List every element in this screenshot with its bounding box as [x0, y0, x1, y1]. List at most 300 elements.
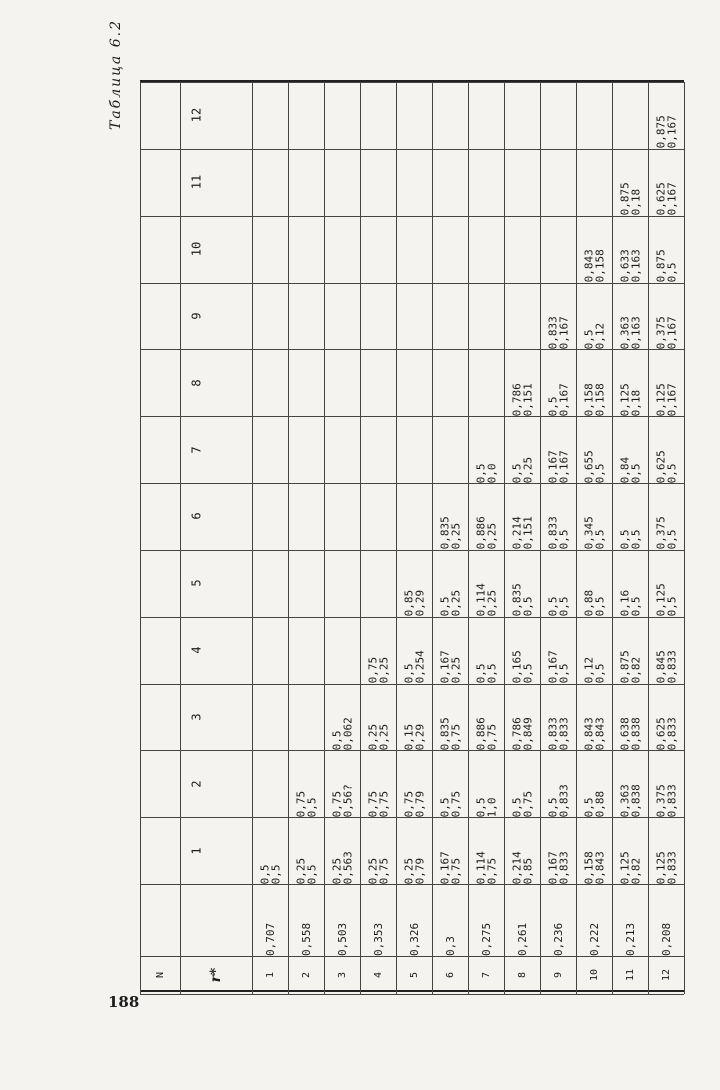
- cell-value: 0,158: [581, 383, 595, 417]
- rstar-value: [504, 884, 540, 956]
- table-cell: [468, 617, 504, 684]
- cell-value: 8: [188, 379, 203, 387]
- table-cell: [612, 683, 648, 750]
- table-cell: [648, 282, 684, 349]
- cell-value: 3: [336, 971, 348, 979]
- cell-value: 11: [188, 175, 203, 190]
- cell-value: 7: [188, 445, 203, 454]
- cell-value: 0,5: [581, 329, 595, 350]
- table-cell: [612, 617, 648, 684]
- table-cell: [540, 282, 576, 349]
- rstar-value: [468, 884, 504, 956]
- cell-value: 0,82: [628, 656, 642, 684]
- header-n: [140, 956, 180, 994]
- table-cell: [468, 683, 504, 750]
- rstar-value: [288, 884, 324, 956]
- table-cell: [648, 416, 684, 483]
- table-cell: [432, 550, 468, 617]
- cell-value: 0,345: [581, 516, 595, 550]
- cell-value: 0,75: [448, 790, 462, 818]
- cell-value: 12: [660, 968, 672, 982]
- rstar-value: [540, 884, 576, 956]
- cell-value: 0,25: [448, 590, 462, 617]
- cell-value: 0,838: [628, 784, 642, 818]
- cell-value: 0,833: [556, 784, 570, 818]
- table-cell: [648, 216, 684, 283]
- cell-value: 0,062: [340, 717, 354, 751]
- table-cell: [576, 550, 612, 617]
- cell-value: 0,167: [664, 115, 678, 149]
- table-cell: [288, 750, 324, 817]
- table-cell: [432, 483, 468, 550]
- cell-value: 6: [444, 971, 456, 979]
- table-cell: [504, 349, 540, 416]
- table-cell: [540, 416, 576, 483]
- cell-value: 0,125: [653, 850, 667, 884]
- table-cell: [360, 817, 396, 884]
- cell-value: 0,75: [448, 723, 462, 751]
- cell-value: 0,79: [412, 857, 426, 884]
- cell-value: 0,875: [653, 249, 667, 283]
- cell-value: 0,15: [401, 723, 415, 751]
- cell-value: 0,85: [520, 857, 534, 884]
- table-cell: [612, 149, 648, 216]
- table-cell: [396, 817, 432, 884]
- cell-value: 0,25: [293, 857, 307, 884]
- table-cell: [540, 483, 576, 550]
- cell-value: 0,638: [617, 717, 631, 751]
- table-cell: [468, 416, 504, 483]
- table-caption: Таблица 6.2: [108, 19, 124, 130]
- cell-value: 0,167: [556, 449, 570, 483]
- cell-value: 0,375: [653, 516, 667, 550]
- cell-value: 6: [188, 512, 203, 521]
- cell-value: 0,5: [257, 864, 271, 884]
- cell-value: 0,158: [581, 850, 595, 884]
- cell-value: 0,75: [365, 656, 379, 684]
- table-cell: [396, 750, 432, 817]
- table-cell: [504, 416, 540, 483]
- cell-value: 10: [188, 241, 203, 257]
- cell-value: 0,5: [473, 797, 487, 818]
- cell-value: 0,5: [545, 797, 559, 818]
- table-cell: [612, 750, 648, 817]
- cell-value: 0,558: [299, 922, 313, 956]
- rstar-label-spacer: [180, 884, 252, 956]
- cell-value: 0,5: [437, 596, 451, 617]
- cell-value: 0,833: [664, 784, 678, 818]
- cell-value: 0,25: [484, 590, 498, 617]
- cell-value: 9: [552, 971, 564, 979]
- table-cell: [396, 617, 432, 684]
- table-cell: [612, 216, 648, 283]
- cell-value: 0,158: [592, 249, 606, 283]
- row-label: [140, 282, 252, 349]
- cell-value: 0,5: [664, 529, 678, 550]
- cell-value: 0,833: [545, 316, 559, 350]
- cell-value: 0,5: [617, 529, 631, 550]
- cell-value: 0,5: [664, 596, 678, 617]
- cell-value: 0,353: [371, 922, 385, 956]
- cell-value: r*: [207, 967, 224, 983]
- cell-value: 0,25: [448, 656, 462, 684]
- table-cell: [432, 817, 468, 884]
- table-cell: [468, 817, 504, 884]
- cell-value: 0,838: [628, 717, 642, 751]
- cell-value: 12: [188, 108, 203, 123]
- rstar-value: [648, 884, 684, 956]
- row-label: [140, 416, 252, 483]
- column-header: [396, 956, 432, 994]
- table-cell: [504, 550, 540, 617]
- cell-value: 0,835: [509, 583, 523, 617]
- table-cell: [612, 282, 648, 349]
- cell-value: 0,845: [653, 650, 667, 684]
- table-cell: [612, 483, 648, 550]
- cell-value: 0,833: [664, 717, 678, 751]
- cell-value: 0,875: [617, 650, 631, 684]
- cell-value: 0,843: [592, 850, 606, 884]
- cell-value: 0,843: [592, 717, 606, 751]
- cell-value: 0,167: [664, 316, 678, 350]
- cell-value: 1,0: [484, 797, 498, 818]
- cell-value: 3: [188, 713, 203, 721]
- cell-value: 11: [624, 968, 636, 982]
- cell-value: 0,25: [401, 857, 415, 884]
- table-cell: [648, 750, 684, 817]
- cell-value: 0,5: [509, 797, 523, 818]
- table-cell: [540, 550, 576, 617]
- cell-value: 1: [188, 846, 203, 855]
- cell-value: 0,125: [653, 383, 667, 417]
- table-cell: [252, 817, 288, 884]
- cell-value: 0,214: [509, 850, 523, 884]
- cell-value: 0,275: [479, 922, 493, 956]
- cell-value: 0,167: [437, 650, 451, 684]
- cell-value: 0,625: [653, 182, 667, 216]
- cell-value: 0,5: [556, 529, 570, 550]
- cell-value: 0,25: [365, 857, 379, 884]
- row-divider: [140, 994, 684, 995]
- cell-value: 0,114: [473, 850, 487, 884]
- row-label: [140, 750, 252, 817]
- cell-value: 0,29: [412, 590, 426, 617]
- rstar-value: [324, 884, 360, 956]
- cell-value: 0,363: [617, 784, 631, 818]
- cell-value: 8: [516, 971, 528, 979]
- table-cell: [540, 617, 576, 684]
- cell-value: 0,5: [437, 797, 451, 818]
- column-header: [360, 956, 396, 994]
- rstar-value: [252, 884, 288, 956]
- cell-value: 0,875: [653, 115, 667, 149]
- cell-value: 0,0: [484, 463, 498, 483]
- cell-value: 0,85: [401, 590, 415, 617]
- table-cell: [576, 216, 612, 283]
- cell-value: 0,75: [293, 790, 307, 818]
- cell-value: 0,25: [365, 723, 379, 751]
- cell-value: 0,25: [520, 456, 534, 483]
- cell-value: 0,88: [581, 590, 595, 617]
- cell-value: 0,625: [653, 717, 667, 751]
- cell-value: 0,125: [653, 583, 667, 617]
- column-header: [612, 956, 648, 994]
- cell-value: 4: [372, 971, 384, 979]
- table-cell: [648, 349, 684, 416]
- column-header: [252, 956, 288, 994]
- cell-value: 0,75: [365, 790, 379, 818]
- cell-value: 0,875: [617, 182, 631, 216]
- cell-value: 2: [188, 780, 203, 788]
- column-header: [324, 956, 360, 994]
- column-header: [504, 956, 540, 994]
- table-cell: [504, 817, 540, 884]
- cell-value: 0,167: [437, 850, 451, 884]
- cell-value: 0,25: [448, 523, 462, 550]
- table-cell: [432, 750, 468, 817]
- cell-value: 0,151: [520, 516, 534, 550]
- cell-value: 0,849: [520, 717, 534, 751]
- table-cell: [396, 550, 432, 617]
- cell-value: 0,5: [592, 529, 606, 550]
- table-cell: [576, 750, 612, 817]
- cell-value: 0,79: [412, 790, 426, 818]
- cell-value: 0,254: [412, 650, 426, 684]
- rstar-value: [432, 884, 468, 956]
- cell-value: 0,375: [653, 316, 667, 350]
- table-cell: [468, 750, 504, 817]
- cell-value: 0,222: [587, 922, 601, 956]
- data-table: [140, 80, 684, 992]
- cell-value: 0,25: [484, 523, 498, 550]
- cell-value: 0,503: [335, 922, 349, 956]
- cell-value: 0,5: [401, 663, 415, 684]
- cell-value: 7: [480, 971, 492, 979]
- cell-value: 0,5: [329, 730, 343, 751]
- table-cell: [576, 416, 612, 483]
- cell-value: 0,25: [329, 857, 343, 884]
- cell-value: 0,84: [617, 456, 631, 483]
- cell-value: 0,12: [581, 656, 595, 684]
- cell-value: 0,125: [617, 850, 631, 884]
- row-label: [140, 483, 252, 550]
- cell-value: 0,167: [556, 316, 570, 350]
- row-label: [140, 683, 252, 750]
- cell-value: 0,151: [520, 383, 534, 417]
- cell-value: 0,5: [304, 797, 318, 818]
- cell-value: 0,5: [473, 663, 487, 684]
- cell-value: 0,886: [473, 717, 487, 751]
- cell-value: 0,75: [484, 723, 498, 751]
- row-label: [140, 550, 252, 617]
- cell-value: 0,5: [628, 463, 642, 483]
- table-cell: [576, 617, 612, 684]
- cell-value: 0,5: [304, 864, 318, 884]
- table-cell: [576, 817, 612, 884]
- cell-value: 0,833: [545, 717, 559, 751]
- cell-value: 0,633: [617, 249, 631, 283]
- table-cell: [360, 683, 396, 750]
- cell-value: 0,625: [653, 449, 667, 483]
- cell-value: 0,5: [520, 596, 534, 617]
- cell-value: 9: [188, 312, 203, 320]
- row-label: [140, 216, 252, 283]
- cell-value: 0,5: [509, 463, 523, 483]
- cell-value: 0,56?: [340, 784, 354, 818]
- cell-value: 0,786: [509, 383, 523, 417]
- cell-value: 0,165: [509, 650, 523, 684]
- cell-value: 0,18: [628, 389, 642, 417]
- cell-value: 0,326: [407, 922, 421, 956]
- table-cell: [648, 817, 684, 884]
- table-cell: [504, 683, 540, 750]
- header-rstar: [180, 956, 252, 994]
- cell-value: 0,5: [581, 797, 595, 818]
- cell-value: 0,843: [581, 717, 595, 751]
- cell-value: 0,5: [592, 663, 606, 684]
- table-cell: [324, 817, 360, 884]
- cell-value: 0,5: [545, 396, 559, 417]
- cell-value: 0,163: [628, 316, 642, 350]
- cell-value: 0,5: [268, 864, 282, 884]
- cell-value: 0,5: [473, 463, 487, 483]
- cell-value: 0,786: [509, 717, 523, 751]
- table-cell: [324, 683, 360, 750]
- table-cell: [432, 617, 468, 684]
- cell-value: 0,29: [412, 723, 426, 751]
- table-cell: [576, 282, 612, 349]
- table-cell: [504, 483, 540, 550]
- table-cell: [540, 683, 576, 750]
- cell-value: 0,75: [401, 790, 415, 818]
- cell-value: 10: [588, 968, 600, 982]
- cell-value: 0,707: [263, 922, 277, 956]
- column-header: [540, 956, 576, 994]
- row-label: [140, 82, 252, 149]
- table-cell: [324, 750, 360, 817]
- cell-value: 0,833: [664, 650, 678, 684]
- cell-value: 0,843: [581, 249, 595, 283]
- row-label: [140, 817, 252, 884]
- cell-value: 0,12: [592, 322, 606, 350]
- cell-value: 0,75: [376, 790, 390, 818]
- table-cell: [612, 349, 648, 416]
- cell-value: 0,261: [515, 922, 529, 956]
- cell-value: 0,167: [664, 182, 678, 216]
- cell-value: 0,167: [556, 383, 570, 417]
- cell-value: 0,5: [592, 596, 606, 617]
- cell-value: 0,886: [473, 516, 487, 550]
- table-cell: [576, 483, 612, 550]
- cell-value: N: [154, 971, 166, 979]
- table-cell: [396, 683, 432, 750]
- cell-value: 0,363: [617, 316, 631, 350]
- cell-value: 0,75: [520, 790, 534, 818]
- cell-value: 0,563: [340, 850, 354, 884]
- row-label: [140, 349, 252, 416]
- table-cell: [288, 817, 324, 884]
- page-number: 188: [108, 993, 140, 1011]
- cell-value: 0,236: [551, 922, 565, 956]
- cell-value: 0,167: [545, 650, 559, 684]
- table-cell: [648, 483, 684, 550]
- cell-value: 0,5: [484, 663, 498, 684]
- cell-value: 0,214: [509, 516, 523, 550]
- table-cell: [612, 416, 648, 483]
- table-cell: [648, 149, 684, 216]
- cell-value: 4: [188, 646, 203, 654]
- rstar-value: [576, 884, 612, 956]
- cell-value: 0,75: [448, 857, 462, 884]
- cell-value: 0,125: [617, 383, 631, 417]
- cell-value: 2: [300, 971, 312, 979]
- table-cell: [648, 683, 684, 750]
- table-cell: [576, 349, 612, 416]
- column-header: [576, 956, 612, 994]
- row-label: [140, 149, 252, 216]
- cell-value: 0,833: [556, 850, 570, 884]
- cell-value: 0,75: [376, 857, 390, 884]
- cell-value: 0,75: [329, 790, 343, 818]
- cell-value: 0,167: [664, 383, 678, 417]
- rstar-label-spacer: [140, 884, 180, 956]
- cell-value: 0,16: [617, 590, 631, 617]
- table-cell: [504, 750, 540, 817]
- cell-value: 0,208: [659, 922, 673, 956]
- table-cell: [468, 483, 504, 550]
- cell-value: 0,18: [628, 189, 642, 216]
- cell-value: 0,163: [628, 249, 642, 283]
- table-cell: [612, 817, 648, 884]
- table-cell: [648, 82, 684, 149]
- column-header: [468, 956, 504, 994]
- table-cell: [504, 617, 540, 684]
- cell-value: 0,5: [556, 596, 570, 617]
- cell-value: 1: [264, 971, 276, 979]
- table-cell: [360, 617, 396, 684]
- cell-value: 5: [408, 971, 420, 979]
- cell-value: 0,5: [664, 463, 678, 483]
- table-cell: [648, 550, 684, 617]
- cell-value: 0,5: [628, 596, 642, 617]
- rstar-value: [360, 884, 396, 956]
- cell-value: 0,82: [628, 857, 642, 884]
- cell-value: 0,5: [545, 596, 559, 617]
- row-label: [140, 617, 252, 684]
- cell-value: 0,5: [628, 529, 642, 550]
- cell-value: 0,75: [484, 857, 498, 884]
- cell-value: 0,213: [623, 922, 637, 956]
- cell-value: 0,833: [545, 516, 559, 550]
- cell-value: 0,114: [473, 583, 487, 617]
- column-header: [648, 956, 684, 994]
- cell-value: 5: [188, 579, 203, 587]
- cell-value: 0,5: [592, 463, 606, 483]
- rstar-value: [396, 884, 432, 956]
- table-cell: [360, 750, 396, 817]
- column-header: [432, 956, 468, 994]
- table-cell: [468, 550, 504, 617]
- cell-value: 0,375: [653, 784, 667, 818]
- cell-value: 0,835: [437, 717, 451, 751]
- table-cell: [432, 683, 468, 750]
- cell-value: 0,833: [556, 717, 570, 751]
- cell-value: 0,5: [520, 663, 534, 684]
- cell-value: 0,835: [437, 516, 451, 550]
- cell-value: 0,5: [664, 262, 678, 283]
- cell-value: 0,3: [443, 936, 457, 956]
- cell-value: 0,25: [376, 656, 390, 684]
